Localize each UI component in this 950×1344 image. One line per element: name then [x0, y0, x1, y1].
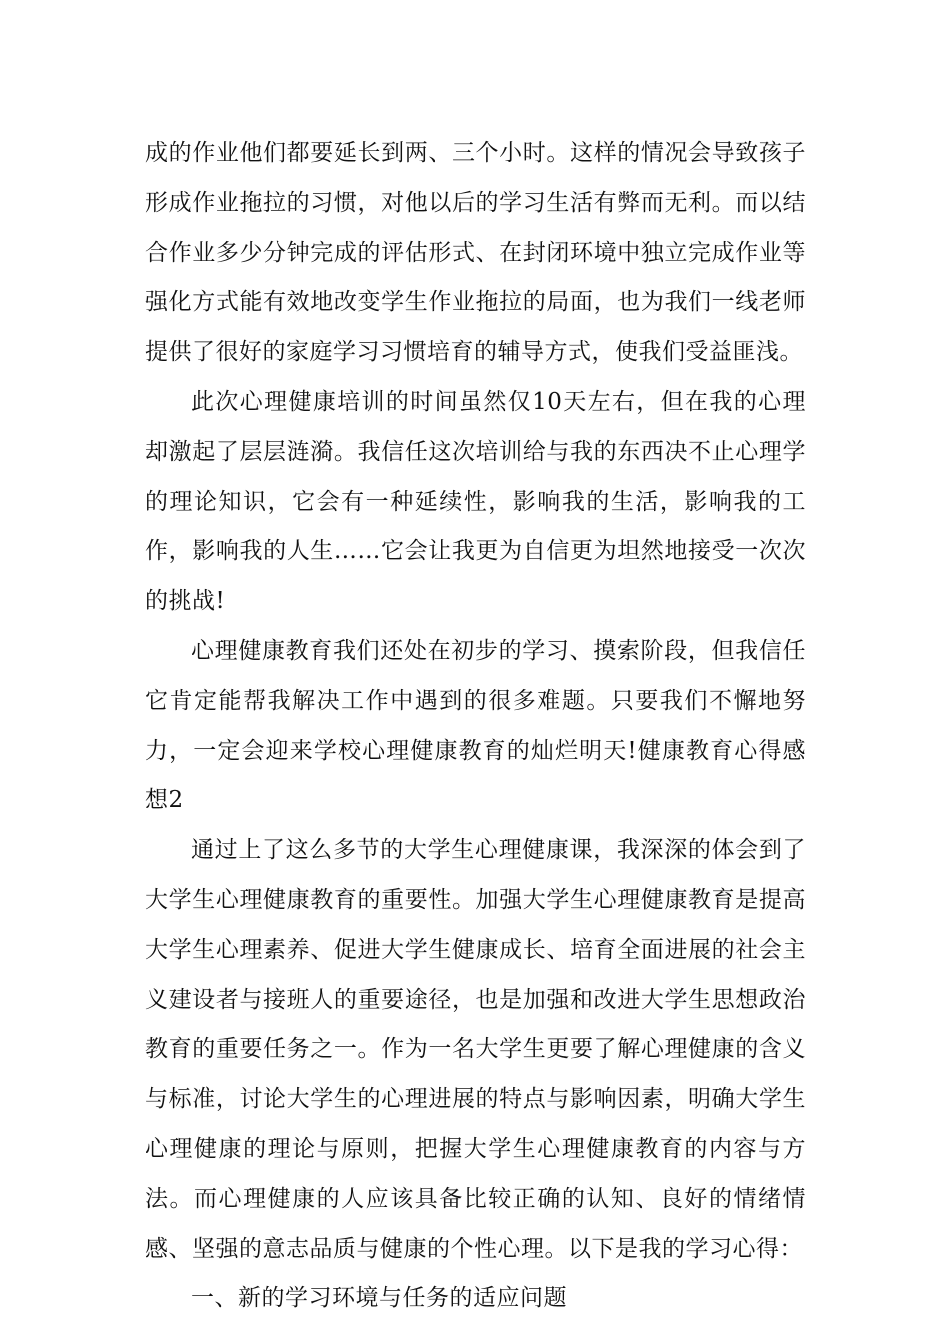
paragraph-mental-health-education: 心理健康教育我们还处在初步的学习、摸索阶段，但我信任它肯定能帮我解决工作中遇到的很多难题。只要我们不懈地努力，一定会迎来学校心理健康教育的灿烂明天!健康教育心得感想2 [145, 637, 806, 814]
paragraph-homework-habits: 成的作业他们都要延长到两、三个小时。这样的情况会导致孩子形成作业拖拉的习惯，对他以后的学习生活有弊而无利。而以结合作业多少分钟完成的评估形式、在封闭环境中独立完成作业等强化方式能有效地改变学生作业拖拉的局面，也为我们一线老师提供了很好的家庭学习习惯培育的辅导方式，使我们受益匪浅。 [145, 140, 806, 366]
document-body [145, 129, 806, 1324]
paragraph-college-mental-health: 通过上了这么多节的大学生心理健康课，我深深的体会到了大学生心理健康教育的重要性。加强大学生心理健康教育是提高大学生心理素养、促进大学生健康成长、培育全面进展的社会主义建设者与接班人的重要途径，也是加强和改进大学生思想政治教育的重要任务之一。作为一名大学生更要了解心理健康的含义与标准，讨论大学生的心理进展的特点与影响因素，明确大学生心理健康的理论与原则，把握大学生心理健康教育的内容与方法。而心理健康的人应该具备比较正确的认知、良好的情绪情感、坚强的意志品质与健康的个性心理。以下是我的学习心得： [145, 837, 806, 1262]
paragraph-training-reflection: 此次心理健康培训的时间虽然仅10天左右，但在我的心理却激起了层层涟漪。我信任这次培训给与我的东西决不止心理学的理论知识，它会有一种延续性，影响我的生活，影响我的工作，影响我的人生……它会让我更为自信更为坦然地接受一次次的挑战! [145, 388, 806, 615]
section-heading-adaptation: 一、新的学习环境与任务的适应问题 [191, 1285, 567, 1312]
